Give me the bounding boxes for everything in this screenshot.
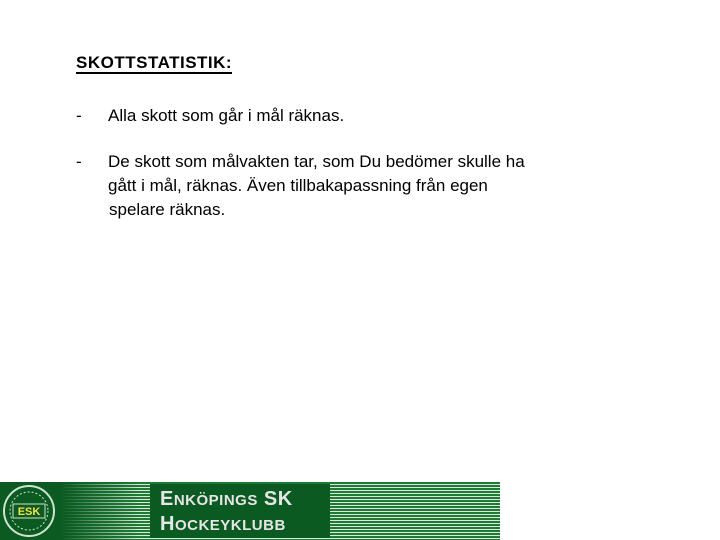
club-subtitle-line xyxy=(160,513,286,536)
club-logo-icon xyxy=(2,484,56,538)
bullet-line: De skott som målvakten tar, som Du bedömer skulle ha xyxy=(108,152,525,171)
club-subtitle-rest: OCKEYKLUBB xyxy=(174,517,286,534)
bullet-marker: - xyxy=(76,106,82,125)
banner-stripes-fade xyxy=(60,482,140,540)
club-subtitle-initial: H xyxy=(160,513,175,535)
bullet-line: Alla skott som går i mål räknas. xyxy=(108,106,345,125)
bullet-text xyxy=(108,150,668,222)
club-name-rest: NKÖPINGS xyxy=(173,492,258,509)
bullet-marker: - xyxy=(76,152,82,171)
bullet-line: spelare räknas. xyxy=(109,200,226,219)
club-name-block xyxy=(150,484,330,538)
bullet-text xyxy=(108,104,668,128)
bullet-line: gått i mål, räknas. Även tillbakapassning från egen xyxy=(108,176,488,195)
club-name-suffix: SK xyxy=(257,488,293,510)
slide-title: SKOTTSTATISTIK: xyxy=(76,53,233,72)
logo-text: ESK xyxy=(17,506,41,518)
club-name-initial: E xyxy=(160,488,174,510)
club-name-line xyxy=(160,488,293,511)
club-banner xyxy=(0,482,500,540)
